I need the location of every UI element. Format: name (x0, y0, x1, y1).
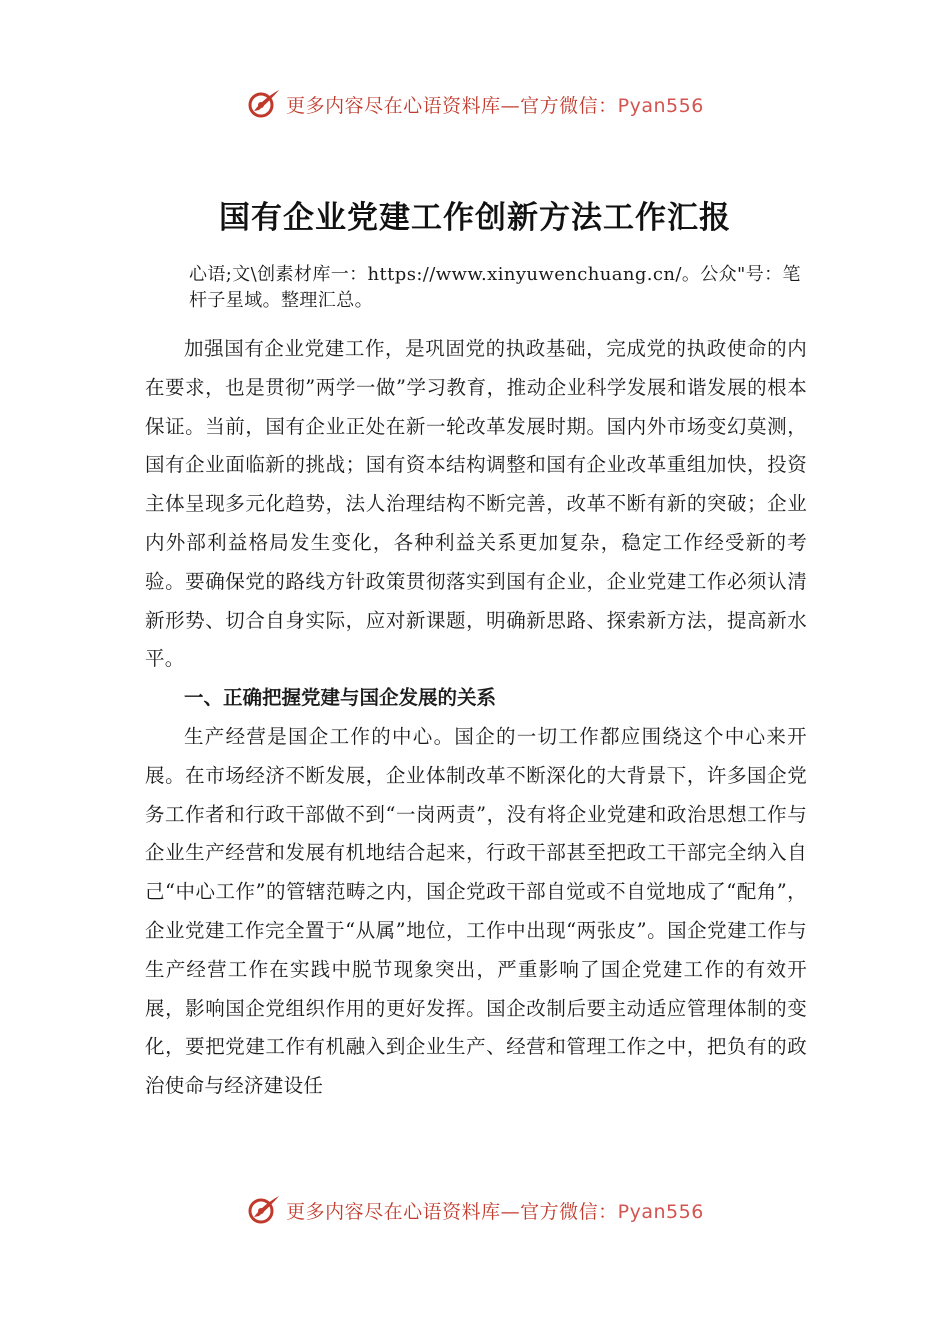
section-paragraph: 生产经营是国企工作的中心。国企的一切工作都应围绕这个中心来开展。在市场经济不断发展，企业体制改革不断深化的大背景下，许多国企党务工作者和行政干部做不到“一岗两责”，没有将企业党建和政治思想工作与企业生产经营和发展有机地结合起来，行政干部甚至把政工干部完全纳入自己“中心工作”的管辖范畴之内，国企党政干部自觉或不自觉地成了“配角”，企业党建工作完全置于“从属”地位，工作中出现“两张皮”。国企党建工作与生产经营工作在实践中脱节现象突出，严重影响了国企党建工作的有效开展，影响国企党组织作用的更好发挥。国企改制后要主动适应管理体制的变化，要把党建工作有机融入到企业生产、经营和管理工作之中，把负有的政治使命与经济建设任 (145, 724, 807, 1098)
footer-watermark (0, 1190, 950, 1230)
brush-logo-icon (246, 86, 282, 122)
wechat-id: Pyan556 (617, 1200, 704, 1223)
document-body (145, 262, 807, 1106)
section-heading: 一、正确把握党建与国企发展的关系 (184, 686, 497, 710)
header-watermark (0, 84, 950, 124)
watermark-text: 更多内容尽在心语资料库—官方微信：Pyan556 (286, 1200, 704, 1223)
wechat-id: Pyan556 (617, 94, 704, 117)
watermark-text: 更多内容尽在心语资料库—官方微信：Pyan556 (286, 94, 704, 117)
document-title: 国有企业党建工作创新方法工作汇报 (219, 200, 731, 236)
intro-paragraph: 加强国有企业党建工作，是巩固党的执政基础，完成党的执政使命的内在要求，也是贯彻”两学一做”学习教育，推动企业科学发展和谐发展的根本保证。当前，国有企业正处在新一轮改革发展时期。国内外市场变幻莫测，国有企业面临新的挑战；国有资本结构调整和国有企业改革重组加快，投资主体呈现多元化趋势，法人治理结构不断完善，改革不断有新的突破；企业内外部利益格局发生变化，各种利益关系更加复杂，稳定工作经受新的考验。要确保党的路线方针政策贯彻落实到国有企业，企业党建工作必须认清新形势、切合自身实际，应对新课题，明确新思路、探索新方法，提高新水平。 (145, 337, 807, 671)
source-note: 心语;文\创素材库一：https://www.xinyuwenchuang.cn/。公众"号：笔杆子星域。整理汇总。 (189, 264, 801, 311)
brush-logo-icon (246, 1192, 282, 1228)
